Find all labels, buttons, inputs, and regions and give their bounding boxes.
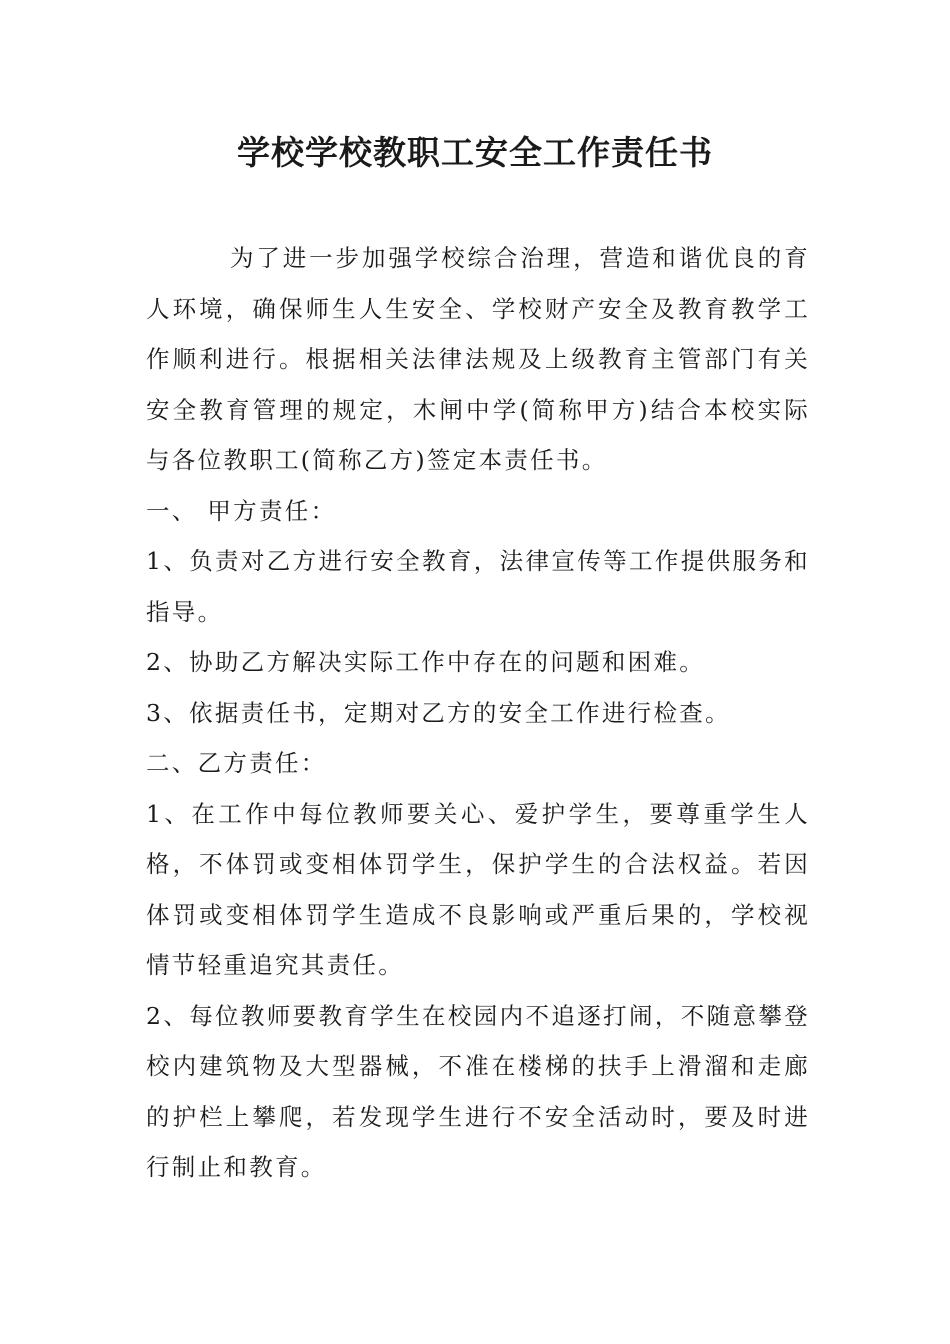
intro-paragraph: 为了进一步加强学校综合治理，营造和谐优良的育人环境，确保师生人生安全、学校财产安全及教育教学工作顺利进行。根据相关法律法规及上级教育主管部门有关安全教育管理的规定，木闸中学(简称甲方)结合本校实际与各位教职工(简称乙方)签定本责任书。 [146, 244, 810, 474]
section-heading-party-b: 二、乙方责任： [146, 749, 327, 777]
party-a-item-1: 1、负责对乙方进行安全教育，法律宣传等工作提供服务和指导。 [146, 547, 810, 626]
party-b-item-2: 2、每位教师要教育学生在校园内不追逐打闹，不随意攀登校内建筑物及大型器械，不准在楼梯的扶手上滑溜和走廊的护栏上攀爬，若发现学生进行不安全活动时，要及时进行制止和教育。 [146, 1001, 810, 1181]
document-body [146, 233, 810, 1193]
document-title: 学校学校教职工安全工作责任书 [237, 133, 713, 172]
section-heading-party-a: 一、 甲方责任： [146, 496, 337, 525]
party-b-item-1: 1、在工作中每位教师要关心、爱护学生，要尊重学生人格，不体罚或变相体罚学生，保护学生的合法权益。若因体罚或变相体罚学生造成不良影响或严重后果的，学校视情节轻重追究其责任。 [146, 799, 810, 979]
party-a-item-2: 2、协助乙方解决实际工作中存在的问题和困难。 [146, 648, 706, 676]
party-a-item-3: 3、依据责任书，定期对乙方的安全工作进行检查。 [146, 698, 731, 727]
